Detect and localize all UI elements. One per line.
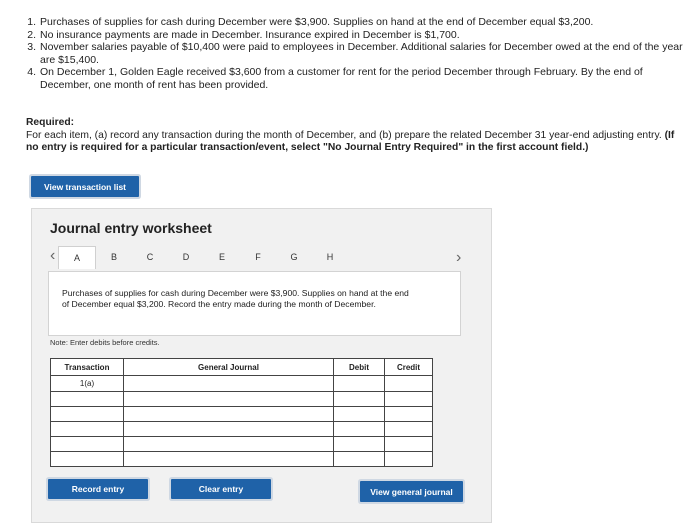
tab-f[interactable]: F: [255, 252, 261, 262]
debit-field[interactable]: [334, 452, 385, 467]
problem-item: [22, 16, 692, 29]
journal-entry-worksheet: [31, 208, 492, 523]
entry-prompt: [48, 271, 461, 336]
debit-field[interactable]: [334, 407, 385, 422]
tab-h[interactable]: H: [326, 252, 334, 262]
worksheet-title: Journal entry worksheet: [50, 220, 212, 236]
item-number: 4.: [27, 66, 36, 79]
table-row: [51, 392, 433, 407]
transaction-cell: [51, 422, 124, 437]
general-journal-header: General Journal: [124, 359, 334, 376]
credit-field[interactable]: [385, 407, 433, 422]
account-field[interactable]: [124, 437, 334, 452]
account-field[interactable]: [124, 376, 334, 392]
view-general-journal-button[interactable]: View general journal: [360, 481, 463, 502]
debit-field[interactable]: [334, 437, 385, 452]
item-text: Purchases of supplies for cash during December were $3,900. Supplies on hand at the end of December equal $3,200.: [40, 16, 594, 28]
tab-g[interactable]: G: [290, 252, 298, 262]
record-entry-button[interactable]: Record entry: [48, 479, 148, 499]
transaction-cell: [51, 437, 124, 452]
item-number: 3.: [27, 41, 36, 54]
item-number: 2.: [27, 28, 36, 41]
table-row: [51, 422, 433, 437]
transaction-header: Transaction: [51, 359, 124, 376]
debits-note: Note: Enter debits before credits.: [50, 338, 160, 347]
tab-b[interactable]: B: [110, 252, 117, 262]
view-transaction-list-button[interactable]: View transaction list: [31, 176, 139, 197]
required-heading: Required:: [26, 117, 75, 128]
table-row: [51, 407, 433, 422]
required-instructions: [26, 130, 686, 155]
debit-field[interactable]: [334, 422, 385, 437]
item-text: November salaries payable of $10,400 were paid to employees in December. Additional salaries for December owed at the end of the year are $15,400.: [40, 41, 683, 66]
debit-field[interactable]: [334, 392, 385, 407]
transaction-cell: 1(a): [51, 376, 124, 392]
transaction-cell: [51, 407, 124, 422]
clear-entry-button[interactable]: Clear entry: [171, 479, 271, 499]
credit-field[interactable]: [385, 376, 433, 392]
tab-c[interactable]: C: [146, 252, 154, 262]
tab-d[interactable]: D: [182, 252, 190, 262]
credit-header: Credit: [385, 359, 433, 376]
debit-field[interactable]: [334, 376, 385, 392]
item-number: 1.: [27, 16, 36, 28]
account-field[interactable]: [124, 407, 334, 422]
chevron-left-icon[interactable]: ‹: [50, 247, 56, 264]
required-bold-text: (If no entry is required for a particular transaction/event, select "No Journal Entry Required" in the first account field.): [26, 129, 675, 154]
account-field[interactable]: [124, 452, 334, 467]
item-text: No insurance payments are made in December. Insurance expired in December is $1,700.: [40, 28, 460, 41]
transaction-cell: [51, 452, 124, 467]
problem-items: [22, 16, 692, 92]
tab-e[interactable]: E: [218, 252, 225, 262]
debit-header: Debit: [334, 359, 385, 376]
tab-a[interactable]: A: [58, 246, 96, 269]
problem-item: [22, 66, 692, 91]
credit-field[interactable]: [385, 437, 433, 452]
account-field[interactable]: [124, 392, 334, 407]
credit-field[interactable]: [385, 422, 433, 437]
account-field[interactable]: [124, 422, 334, 437]
item-text: On December 1, Golden Eagle received $3,600 from a customer for rent for the period December through February. By the end of December, one month of rent has been provided.: [40, 66, 643, 91]
required-section: [26, 117, 686, 155]
table-row: [51, 376, 433, 392]
worksheet-tabs: [58, 246, 478, 268]
required-text: For each item, (a) record any transaction during the month of December, and (b) prepare the related December 31 year-end adjusting entry.: [26, 129, 662, 141]
entry-prompt-text: Purchases of supplies for cash during December were $3,900. Supplies on hand at the end of December equal $3,200. Record the entry made during the month of December.: [62, 288, 409, 309]
table-row: [51, 452, 433, 467]
problem-item: [22, 29, 692, 42]
journal-table: [50, 358, 433, 467]
problem-item: [22, 41, 692, 66]
credit-field[interactable]: [385, 392, 433, 407]
chevron-right-icon[interactable]: ›: [456, 249, 462, 266]
table-row: [51, 437, 433, 452]
transaction-cell: [51, 392, 124, 407]
credit-field[interactable]: [385, 452, 433, 467]
